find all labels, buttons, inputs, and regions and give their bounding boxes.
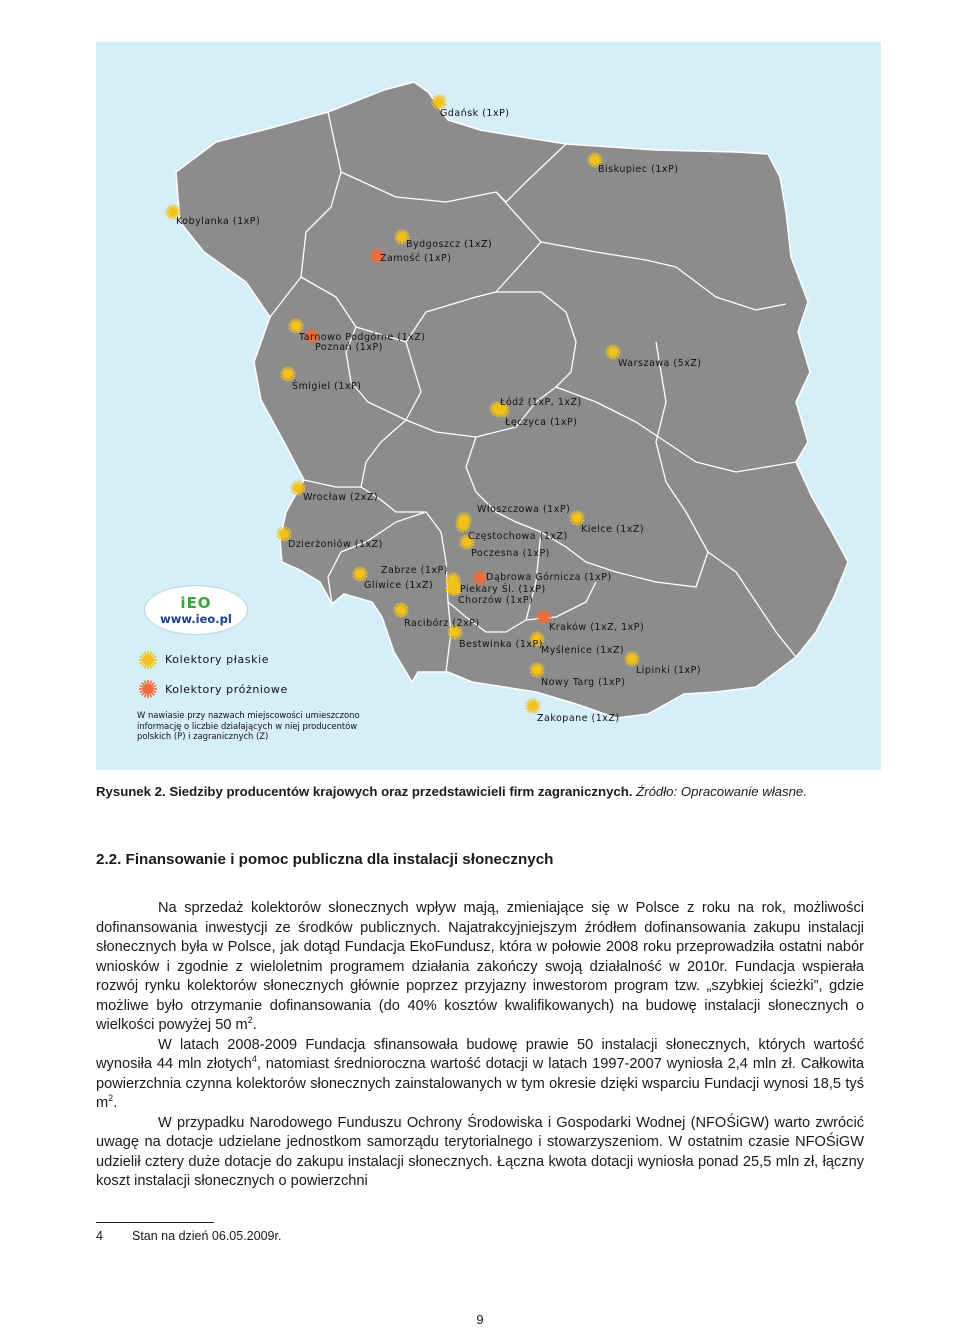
city-label: Nowy Targ (1xP)	[541, 677, 626, 688]
city-label: Zamość (1xP)	[380, 253, 452, 264]
legend-flat-label: Kolektory płaskie	[165, 653, 270, 666]
flat-collector-icon	[280, 366, 295, 381]
city-label: Kobylanka (1xP)	[176, 216, 261, 227]
paragraph-2-end: .	[113, 1095, 118, 1111]
paragraph-2	[96, 1036, 864, 1114]
city-label: Łęczyca (1xP)	[505, 417, 578, 428]
superscript: 2	[108, 1093, 114, 1104]
ieo-url: www.ieo.pl	[160, 612, 232, 626]
map-panel	[96, 42, 881, 770]
city-label: Śmigiel (1xP)	[292, 381, 362, 392]
footnote-text: Stan na dzień 06.05.2009r.	[132, 1229, 282, 1243]
figure-caption	[96, 784, 807, 799]
caption-source: Źródło: Opracowanie własne.	[636, 784, 807, 799]
city-label: Racibórz (2xP)	[404, 618, 480, 629]
footnote-number: 4	[96, 1229, 103, 1243]
legend-note: W nawiasie przy nazwach miejscowości umieszczono informację o liczbie działających w niej producentów polskich (P) i zagranicznych (Z)	[137, 710, 360, 741]
city-label: Wrocław (2xZ)	[303, 492, 379, 503]
city-label: Myślenice (1xZ)	[541, 645, 625, 656]
section-heading: 2.2. Finansowanie i pomoc publiczna dla instalacji słonecznych	[96, 851, 554, 868]
legend-vacuum-symbol	[137, 678, 159, 700]
footnote	[96, 1229, 281, 1243]
city-label: Łódź (1xP, 1xZ)	[500, 397, 582, 408]
caption-prefix: Rysunek 2.	[96, 784, 166, 799]
paragraph-2-text: W latach 2008-2009 Fundacja sfinansowała budowę prawie 50 instalacji słonecznych, których wartość wynosiła 44 mln złotych	[96, 1036, 864, 1072]
paragraph-3: W przypadku Narodowego Funduszu Ochrony Środowiska i Gospodarki Wodnej (NFOŚiGW) warto zwrócić uwagę na dotacje udzielane jednostkom samorządu terytorialnego i stowarzyszeniom. W ostatnim czasie NFOŚiGW udzielił cztery duże dotacje do zakupu instalacji słonecznych. Łączna kwota dotacji wyniosła ponad 25,5 mln zł, łączny koszt instalacji słonecznych o powierzchni	[96, 1114, 864, 1189]
city-label: Gdańsk (1xP)	[440, 108, 510, 119]
city-label: Zakopane (1xZ)	[537, 713, 620, 724]
city-label: Poczesna (1xP)	[471, 548, 550, 559]
flat-collector-icon	[529, 662, 544, 677]
city-label: Piekary Śl. (1xP)	[460, 584, 546, 595]
city-label: Lipinki (1xP)	[636, 665, 702, 676]
city-label: Biskupiec (1xP)	[598, 164, 679, 175]
city-label: Włoszczowa (1xP)	[477, 504, 571, 515]
ieo-brand: iEO	[180, 594, 212, 612]
body-text	[96, 899, 864, 1192]
ieo-logo[interactable]	[144, 585, 248, 635]
footnote-ref[interactable]: 4	[251, 1054, 257, 1065]
city-label: Gliwice (1xZ)	[364, 580, 434, 591]
city-label: Kraków (1xZ, 1xP)	[549, 622, 645, 633]
paragraph-1	[96, 899, 864, 1036]
flat-collector-icon	[139, 651, 157, 669]
paragraph-1-text: Na sprzedaż kolektorów słonecznych wpływ mają, zmieniające się w Polsce z roku na rok, możliwości dofinansowania inwestycji ze środków publicznych. Najatrakcyjniejszym źródłem dofinansowania zakupu instalacji słonecznych była w Polsce, jak dotąd Fundacja EkoFundusz, która w połowie 2008 roku przeprowadziła ostatni nabór wniosków i zgodnie z wieloletnim programem działania zakończy swoją działalność w 2010r. Fundacja wspierała rozwój rynku kolektorów słonecznych głównie poprzez przyjazny inwestorom program tzw. „szybkiej ścieżki”, gdzie możliwe było otrzymanie dofinansowania (do 40% kosztów kwalifikowanych) na budowę instalacji słonecznych o wielkości powyżej 50 m	[96, 900, 864, 1033]
page-number: 9	[476, 1312, 484, 1327]
city-label: Kielce (1xZ)	[581, 524, 645, 535]
caption-title: Siedziby producentów krajowych oraz przedstawicieli firm zagranicznych.	[169, 784, 633, 799]
flat-collector-icon	[393, 602, 408, 617]
city-label: Chorzów (1xP)	[458, 595, 534, 606]
city-label: Dzierżoniów (1xZ)	[288, 539, 383, 550]
footnote-rule	[96, 1222, 214, 1223]
flat-collector-icon	[525, 698, 540, 713]
paragraph-1-end: .	[252, 1017, 257, 1033]
vacuum-collector-icon	[139, 680, 157, 698]
city-label: Dąbrowa Górnicza (1xP)	[486, 572, 612, 583]
flat-collector-icon	[445, 580, 460, 595]
legend-vacuum-label: Kolektory próżniowe	[165, 683, 288, 696]
legend-flat-symbol	[137, 649, 159, 671]
city-label: Warszawa (5xZ)	[618, 358, 702, 369]
city-label: Bydgoszcz (1xZ)	[406, 239, 493, 250]
city-label: Zabrze (1xP)	[381, 565, 448, 576]
superscript: 2	[247, 1015, 253, 1026]
city-label: Bestwinka (1xP)	[459, 639, 543, 650]
city-label: Tarnowo Podgórne (1xZ)	[299, 332, 426, 343]
city-label: Poznań (1xP)	[315, 342, 383, 353]
paragraph-2-cont: , natomiast średnioroczna wartość dotacji w latach 1997-2007 wyniosła 2,4 mln zł. Całkowita powierzchnia czynna kolektorów słonecznych zainstalowanych w tym okresie dzięki wsparciu Fundacji wynosi 18,5 tyś m	[96, 1056, 864, 1111]
city-label: Częstochowa (1xZ)	[468, 531, 568, 542]
